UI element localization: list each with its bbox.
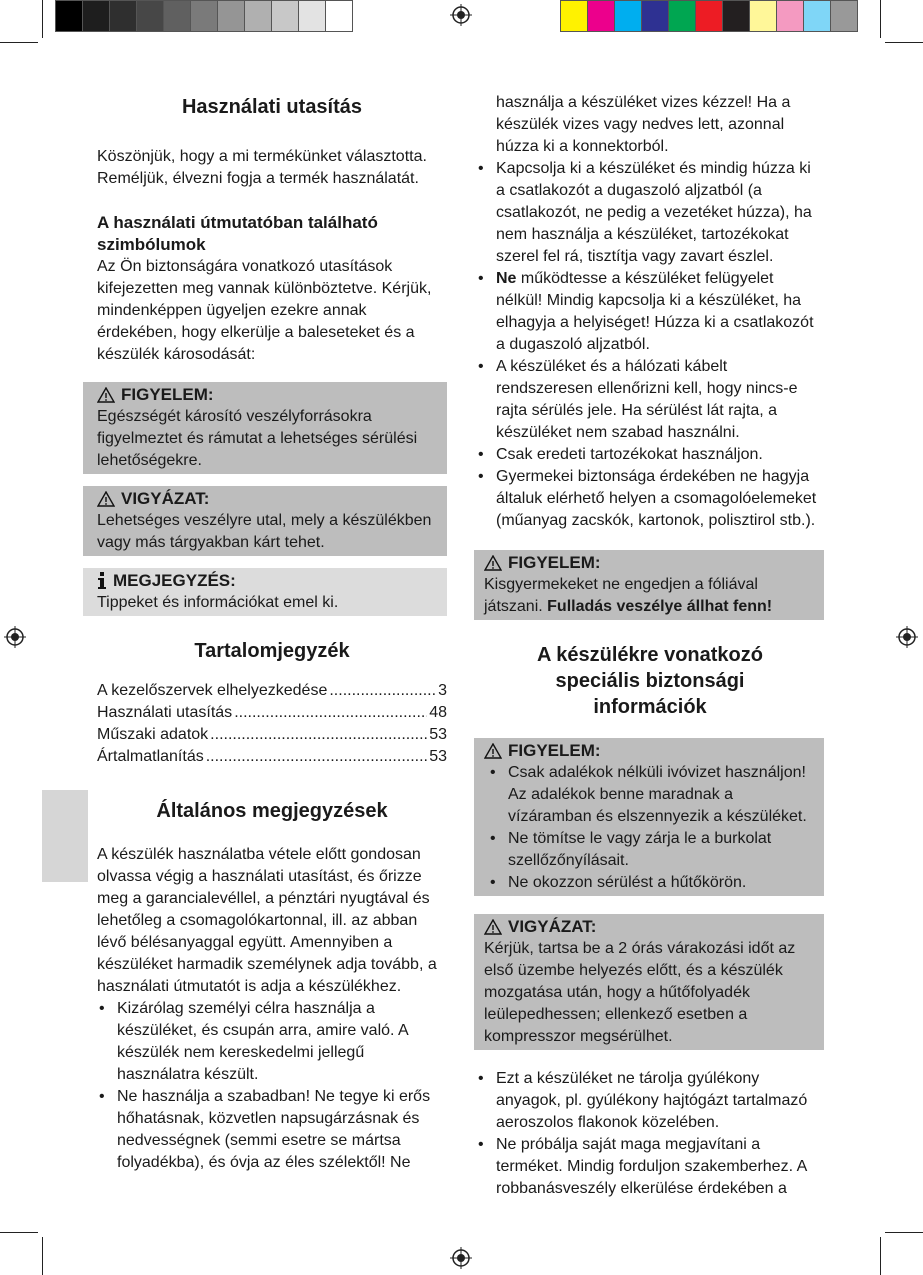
- color-swatch: [218, 0, 245, 32]
- color-swatch: [669, 0, 696, 32]
- warning-triangle-icon: [97, 387, 115, 403]
- list-item: • Kizárólag személyi célra használja a készüléket, és csupán arra, amire való. A készülék nem kereskedelmi jellegű használatra készült.: [97, 998, 447, 1086]
- crop-mark: [0, 42, 38, 43]
- box-text: Tippeket és információkat emel ki.: [97, 594, 339, 611]
- box-text: Lehetséges veszélyre utal, mely a készülékben vagy más tárgyakban kárt tehet.: [97, 512, 432, 551]
- list-item: • Ezt a készüléket ne tárolja gyúlékony anyagok, pl. gyúlékony hajtógázt tartalmazó aeroszolos flakonok közelében.: [476, 1068, 824, 1134]
- crop-mark: [885, 1232, 923, 1233]
- right-column: [476, 92, 824, 1200]
- list-item: • Ne működtesse a készüléket felügyelet nélkül! Mindig kapcsolja ki a készüléket, ha elhagyja a helyiséget! Húzza ki a csatlakozót a dugaszoló aljzatból.: [476, 268, 824, 356]
- registration-mark-icon: [4, 626, 26, 648]
- list-item: • Csak eredeti tartozékokat használjon.: [476, 444, 824, 466]
- color-swatch: [777, 0, 804, 32]
- color-swatch: [83, 0, 110, 32]
- warning-triangle-icon: [484, 919, 502, 935]
- crop-mark: [42, 0, 43, 38]
- color-swatch: [723, 0, 750, 32]
- toc-row[interactable]: [97, 724, 447, 746]
- warning-box: [83, 382, 447, 474]
- box-title: FIGYELEM:: [508, 741, 601, 760]
- general-title: Általános megjegyzések: [156, 800, 388, 822]
- color-swatch: [642, 0, 669, 32]
- emphasis: Ne: [496, 270, 517, 287]
- grayscale-color-bar: [55, 0, 353, 32]
- list-item: • Gyermekei biztonsága érdekében ne hagyja általuk elérhető helyen a csomagolóelemeket (műanyag zacskók, kartonok, polisztirol stb.).: [476, 466, 824, 532]
- toc-row[interactable]: [97, 702, 447, 724]
- special-title: A készülékre vonatkozó speciális biztonsági információk: [536, 644, 763, 718]
- warning-triangle-icon: [97, 491, 115, 507]
- box-title: FIGYELEM:: [121, 385, 214, 404]
- list-item: • Kapcsolja ki a készüléket és mindig húzza ki a csatlakozót a dugaszoló aljzatból (a csatlakozót, ne pedig a vezetéket húzza), ha nem használja a készüléket, tartozékokat szerel fel rá, tisztítja vagy zavart észlel.: [476, 158, 824, 268]
- list-item: • Ne tömítse le vagy zárja le a burkolat szellőzőnyílásait.: [484, 828, 818, 872]
- toc-label: A kezelőszervek elhelyezkedése: [97, 682, 328, 699]
- process-color-bar: [560, 0, 858, 32]
- language-tab: [42, 790, 88, 882]
- general-text: A készülék használatba vétele előtt gondosan olvassa végig a használati utasítást, és őrizze meg a garancialevéllel, a pénztári nyugtával és lehetőleg a csomagolókartonnal, ill. az abban lévő bélésanyaggal együtt. Amennyiben a készüléket harmadik személynek adja tovább, a használati útmutatót is adja a készülékhez.: [97, 846, 437, 995]
- color-swatch: [110, 0, 137, 32]
- intro-line: Köszönjük, hogy a mi termékünket választotta.: [97, 148, 427, 165]
- left-column: [97, 92, 447, 1174]
- color-swatch: [560, 0, 588, 32]
- color-swatch: [55, 0, 83, 32]
- toc-label: Ártalmatlanítás: [97, 748, 204, 765]
- list-item: • Ne okozzon sérülést a hűtőkörön.: [484, 872, 818, 894]
- caution-box: [474, 914, 824, 1050]
- bullet-list: [476, 158, 824, 532]
- intro-line: Reméljük, élvezni fogja a termék használatát.: [97, 170, 419, 187]
- page-title: Használati utasítás: [181, 96, 363, 118]
- warning-triangle-icon: [484, 555, 502, 571]
- crop-mark: [880, 1237, 881, 1275]
- toc-page: 53: [429, 748, 447, 765]
- color-swatch: [164, 0, 191, 32]
- warning-triangle-icon: [484, 743, 502, 759]
- registration-mark-icon: [896, 626, 918, 648]
- toc-label: Használati utasítás: [97, 704, 233, 721]
- color-swatch: [696, 0, 723, 32]
- crop-mark: [42, 1237, 43, 1275]
- toc-page: 3: [438, 682, 447, 699]
- toc-row[interactable]: [97, 746, 447, 768]
- caution-box: [83, 486, 447, 556]
- list-item: • Ne használja a szabadban! Ne tegye ki erős hőhatásnak, közvetlen napsugárzásnak és nedvességnek (semmi esetre se mártsa folyadékba), és óvja az éles szélektől! Ne: [97, 1086, 447, 1174]
- list-item: • A készüléket és a hálózati kábelt rendszeresen ellenőrizni kell, hogy nincs-e rajta sérülés jele. Ha sérülést lát rajta, a készüléket nem szabad használni.: [476, 356, 824, 444]
- warning-box: [474, 738, 824, 896]
- toc-row[interactable]: [97, 680, 447, 702]
- crop-mark: [880, 0, 881, 38]
- box-text: Egészségét károsító veszélyforrásokra figyelmeztet és rámutat a lehetséges sérülési lehetőségekre.: [97, 408, 418, 469]
- registration-mark-icon: [450, 1247, 472, 1269]
- color-swatch: [804, 0, 831, 32]
- crop-mark: [0, 1232, 38, 1233]
- box-title: MEGJEGYZÉS:: [113, 571, 236, 590]
- color-swatch: [615, 0, 642, 32]
- box-emphasis: Fulladás veszélye állhat fenn!: [547, 598, 773, 615]
- box-text: Kisgyermekeket ne engedjen a fóliával játszani.: [484, 576, 758, 615]
- color-swatch: [326, 0, 353, 32]
- continuation-text: használja a készüléket vizes kézzel! Ha a készülék vizes vagy nedves lett, azonnal húzza ki a konnektorból.: [496, 94, 791, 155]
- box-title: FIGYELEM:: [508, 553, 601, 572]
- symbols-heading: A használati útmutatóban található szimbólumok: [97, 213, 378, 254]
- symbols-text: Az Ön biztonságára vonatkozó utasítások kifejezetten meg vannak különböztetve. Kérjük, mindenképpen ügyeljen ezekre annak érdekében, hogy elkerülje a baleseteket és a készülék károsodását:: [97, 258, 432, 363]
- registration-mark-icon: [450, 4, 472, 26]
- table-of-contents: [97, 680, 447, 768]
- list-item: • Ne próbálja saját maga megjavítani a terméket. Mindig forduljon szakemberhez. A robbanásveszély elkerülése érdekében a: [476, 1134, 824, 1200]
- bullet-list: [476, 1068, 824, 1200]
- toc-label: Műszaki adatok: [97, 726, 209, 743]
- color-swatch: [245, 0, 272, 32]
- color-swatch: [750, 0, 777, 32]
- color-swatch: [191, 0, 218, 32]
- color-swatch: [137, 0, 164, 32]
- note-box: [83, 568, 447, 616]
- toc-page: 48: [429, 704, 447, 721]
- color-swatch: [272, 0, 299, 32]
- color-swatch: [588, 0, 615, 32]
- crop-mark: [885, 42, 923, 43]
- warning-box: [474, 550, 824, 620]
- box-text: Kérjük, tartsa be a 2 órás várakozási időt az első üzembe helyezés előtt, és a készülék mozgatása után, hogy a hűtőfolyadék leülepedhessen; ellenkező esetben a kompresszor megsérülhet.: [484, 940, 796, 1045]
- info-icon: [97, 572, 107, 590]
- bullet-list: [484, 762, 818, 894]
- list-item: • Csak adalékok nélküli ivóvizet használjon! Az adalékok benne maradnak a vízáramban és elszennyezik a készüléket.: [484, 762, 818, 828]
- color-swatch: [831, 0, 858, 32]
- toc-page: 53: [429, 726, 447, 743]
- bullet-list: [97, 998, 447, 1174]
- toc-title: Tartalomjegyzék: [194, 640, 350, 662]
- box-title: VIGYÁZAT:: [508, 917, 597, 936]
- box-title: VIGYÁZAT:: [121, 489, 210, 508]
- color-swatch: [299, 0, 326, 32]
